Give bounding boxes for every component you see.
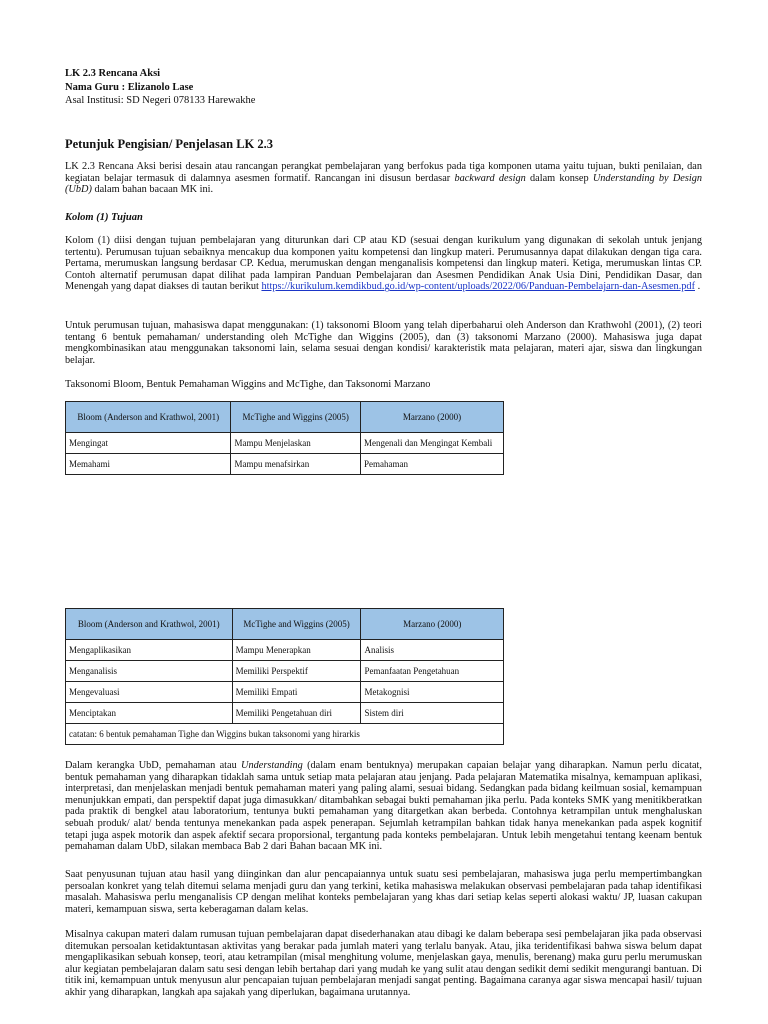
cakupan-paragraph: Misalnya cakupan materi dalam rumusan tujuan pembelajaran dapat disederhanakan atau dibagi ke dalam beberapa sesi pembelajaran jika pada observasi ditemukan persoalan ketidaktuntasan aktivitas yang berakar pada jumlah materi yang terlalu banyak. Atau, jika teridentifikasi bahwa siswa belum dapat mengaplikasikan sebuah konsep, teori, atau ketrampilan (misal menghitung volume, menjelaskan gaya, menulis, berenang) maka guru perlu merumuskan alur kegiatan pembelajaran dalam satu sesi dengan lebih bertahap dari yang mudah ke yang sulit atau dengan sedikit demi sedikit mengurangi bantuan. Di titik ini, kemampuan untuk menyusun alur pencapaian tujuan pembelajaran menjadi sangat penting. Bagaimana caranya agar siswa mencapai hasil/ tujuan akhir yang diharapkan, langkah apa sajakah yang diperlukan, bagaimana urutannya. xyxy=(65,929,702,998)
table-cell: Mengenali dan Mengingat Kembali xyxy=(360,433,503,454)
table-row xyxy=(66,433,504,454)
teacher-name-line xyxy=(65,81,255,95)
intro-text-1: LK 2.3 Rencana Aksi berisi desain atau rancangan perangkat pembelajaran yang berfokus pada tiga komponen utama yaitu tujuan, bukti penilaian, dan kegiatan belajar termasuk di dalamnya asesmen formatif. Rancangan ini disusun berdasar xyxy=(65,161,702,184)
kolom-subheading: Kolom (1) Tujuan xyxy=(65,212,143,223)
section-title: Petunjuk Pengisian/ Penjelasan LK 2.3 xyxy=(65,137,274,151)
table-row xyxy=(66,682,504,703)
table-cell: Memahami xyxy=(66,454,231,475)
intro-emphasis-2: Understanding by Design (UbD) xyxy=(65,172,702,196)
table-cell: Mampu Menerapkan xyxy=(232,640,361,661)
table-cell: Mengevaluasi xyxy=(66,682,233,703)
table-caption: Taksonomi Bloom, Bentuk Pemahaman Wiggins and McTighe, dan Taksonomi Marzano xyxy=(65,379,431,390)
header-bloom: Bloom (Anderson and Krathwol, 2001) xyxy=(66,609,233,640)
table-cell: Menciptakan xyxy=(66,703,233,724)
document-header xyxy=(65,67,255,108)
table-cell: Pemahaman xyxy=(360,454,503,475)
table-cell: Pemanfaatan Pengetahuan xyxy=(361,661,504,682)
table-cell: Menganalisis xyxy=(66,661,233,682)
header-mctighe: McTighe and Wiggins (2005) xyxy=(232,609,361,640)
panduan-link[interactable]: https://kurikulum.kemdikbud.go.id/wp-content/uploads/2022/06/Panduan-Pembelajarn-dan-Asesmen.pdf xyxy=(261,281,695,293)
table-row xyxy=(66,454,504,475)
table-header-row xyxy=(66,609,504,640)
table-cell: Memiliki Perspektif xyxy=(232,661,361,682)
table-cell: Metakognisi xyxy=(361,682,504,703)
intro-paragraph xyxy=(65,161,702,196)
intro-text-3: dalam bahan bacaan MK ini. xyxy=(91,184,214,196)
taxonomy-table-1 xyxy=(65,401,504,475)
table-header-row xyxy=(66,402,504,433)
ubd-text-1: Dalam kerangka UbD, pemahaman atau xyxy=(65,760,242,771)
table-note-row xyxy=(66,724,504,745)
teacher-name-label: Nama Guru xyxy=(65,81,119,93)
taksonomi-paragraph: Untuk perumusan tujuan, mahasiswa dapat menggunakan: (1) taksonomi Bloom yang telah diperbaharui oleh Anderson dan Krathwohl (2001), (2) teori tentang 6 bentuk pemahaman/ understanding oleh McTighe dan Wiggins (2005), dan (3) taksonomi Marzano (2000). Mahasiswa juga dapat mengkombinasikan atau menggunakan taksonomi lain, selama sesuai dengan kondisi/ karakteristik mata pelajaran, materi ajar, siswa dan lingkungan belajar. xyxy=(65,320,702,366)
kolom-paragraph xyxy=(65,235,702,293)
ubd-paragraph xyxy=(65,760,702,853)
table-cell: Memiliki Empati xyxy=(232,682,361,703)
table-cell: Mampu Menjelaskan xyxy=(231,433,361,454)
table-cell: Mampu menafsirkan xyxy=(231,454,361,475)
table-row xyxy=(66,703,504,724)
header-marzano: Marzano (2000) xyxy=(361,609,504,640)
table-cell: Sistem diri xyxy=(361,703,504,724)
table-cell: Analisis xyxy=(361,640,504,661)
kolom-text-end: . xyxy=(695,281,701,293)
table-cell: Memiliki Pengetahuan diri xyxy=(232,703,361,724)
institution-line: Asal Institusi: SD Negeri 078133 Harewakhe xyxy=(65,95,256,106)
header-bloom: Bloom (Anderson and Krathwol, 2001) xyxy=(66,402,231,433)
ubd-emphasis: Understanding xyxy=(241,760,303,771)
penyusunan-paragraph: Saat penyusunan tujuan atau hasil yang diinginkan dan alur pencapaiannya untuk suatu sesi pembelajaran, mahasiswa juga perlu mempertimbangkan persoalan konkret yang telah ditemui selama menjadi guru dan yang terkini, ketika mahasiswa melakukan observasi pembelajaran pada tahap identifikasi masalah. Mahasiswa perlu menganalisis CP dengan melihat konteks pembelajaran yang khas dari setiap kelas seperti alokasi waktu/ JP, luasan cakupan materi, kemampuan siswa, serta keberagaman dalam kelas. xyxy=(65,869,702,915)
header-mctighe: McTighe and Wiggins (2005) xyxy=(231,402,361,433)
taxonomy-table-2 xyxy=(65,608,504,745)
intro-emphasis-1: backward design xyxy=(454,172,526,184)
table-cell: Mengingat xyxy=(66,433,231,454)
lk-title: LK 2.3 Rencana Aksi xyxy=(65,68,161,79)
ubd-text-2: (dalam enam bentuknya) merupakan capaian belajar yang diharapkan. Namun perlu dicatat, bentuk pemahaman yang diharapkan tidaklah sama untuk setiap mata pelajaran atau jenjang. Pada pelajaran Matematika misalnya, kemampuan aplikasi, interpretasi, dan menjelaskan menjadi bentuk pemahaman materi yang paling alami, sesuai bidang. Sedangkan pada bidang keilmuan sosial, kemampuan menunjukkan empati, dan perspektif dapat juga dimasukkan/ ditambahkan sebagai bukti pemahaman jika perlu. Pada konteks SMK yang menitikberatkan pada praktik di bengkel atau laboratorium, tentunya bukti pemahaman yang ditargetkan akan berbeda. Contohnya ketrampilan untuk menghaluskan sebuah produk/ alat/ benda tentunya menekankan pada aspek penerapan. Sejumlah ketrampilan bahkan tidak hanya menekankan pada aspek kognitif tetapi juga aspek motorik dan aspek afektif secara proporsional, tergantung pada konteks pembelajaran. Untuk lebih mengetahui tentang keenam bentuk pemahaman dalam UbD, silakan membaca Bab 2 dari Bahan bacaan MK ini. xyxy=(65,760,702,853)
table-cell: Mengaplikasikan xyxy=(66,640,233,661)
teacher-name-value: : Elizanolo Lase xyxy=(121,81,194,93)
table-row xyxy=(66,640,504,661)
kolom-text: Kolom (1) diisi dengan tujuan pembelajaran yang diturunkan dari CP atau KD (sesuai dengan kurikulum yang digunakan di sekolah untuk jenjang tertentu). Perumusan tujuan sebaiknya mencakup dua komponen yaitu kompetensi dan lingkup materi. Perumusannya dapat dilakukan dengan tiga cara. Pertama, merumuskan langsung berdasar CP. Kedua, merumuskan dengan menganalisis kompetensi dan lingkup materi. Ketiga, merumuskan lintas CP. Contoh alternatif perumusan dapat dilihat pada lampiran Panduan Pembelajaran dan Asesmen Pendidikan Anak Usia Dini, Pendidikan Dasar, dan Menengah yang dapat diakses di tautan berikut xyxy=(65,235,702,293)
header-marzano: Marzano (2000) xyxy=(360,402,503,433)
table-note: catatan: 6 bentuk pemahaman Tighe dan Wiggins bukan taksonomi yang hirarkis xyxy=(66,724,504,745)
intro-text-2: dalam konsep xyxy=(525,172,593,184)
table-row xyxy=(66,661,504,682)
